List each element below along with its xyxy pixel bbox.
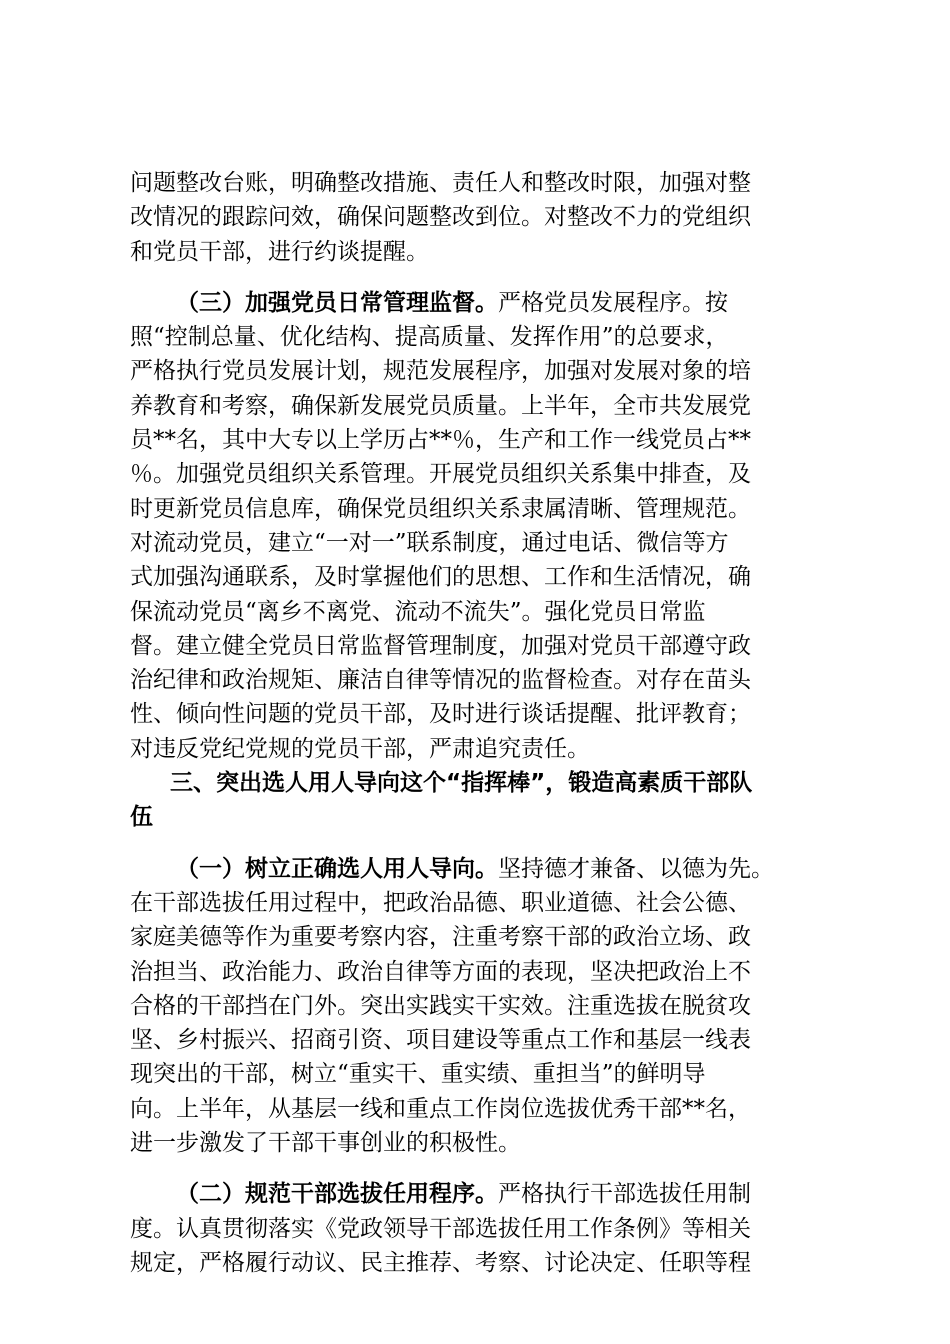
document-page: [130, 166, 830, 1280]
paragraph-text: 问题整改台账，明确整改措施、责任人和整改时限，加强对整 改情况的跟踪问效，确保问题整改到位。对整改不力的党组织 和党员干部，进行约谈提醒。: [130, 170, 751, 265]
paragraph-lead-heading: （一）树立正确选人用人导向。: [176, 855, 498, 882]
paragraph-text: 严格执行干部选拔任用制 度。认真贯彻落实《党政领导干部选拔任用工作条例》等相关 规定，严格履行动议、民主推荐、考察、讨论决定、任职等程: [130, 1181, 751, 1276]
section-heading-3: 三、突出选人用人导向这个“指挥棒”，锻造高素质干部队 伍: [130, 770, 753, 831]
paragraph-text: 坚持德才兼备、以德为先。 在干部选拔任用过程中，把政治品德、职业道德、社会公德、 家庭美德等作为重要考察内容，注重考察干部的政治立场、政 治担当、政治能力、政治自律等方面的表现，坚决把政治上不 合格的干部挡在门外。突出实践实干实效。注重选拔在脱贫攻 坚、乡村振兴、招商引资、项目建设等重点工作和基层一线表 现突出的干部，树立“重实干、重实绩、重担当”的鲜明导 向。上半年，从基层一线和重点工作岗位选拔优秀干部**名， 进一步激发了干部干事创业的积极性。: [130, 855, 774, 1157]
paragraph-lead-heading: （二）规范干部选拔任用程序。: [176, 1181, 498, 1208]
paragraph-lead-heading: （三）加强党员日常管理监督。: [176, 289, 498, 316]
paragraph-selection-procedure: [130, 1177, 830, 1280]
paragraph-selection-orientation: [130, 852, 830, 1161]
paragraph-text: 严格党员发展程序。按 照“控制总量、优化结构、提高质量、发挥作用”的总要求， 严格执行党员发展计划，规范发展程序，加强对发展对象的培 养教育和考察，确保新发展党员质量。上半年，全市共发展党 员**名，其中大专以上学历占**％，生产和工作一线党员占** ％。加强党员组织关系管理。开展党员组织关系集中排查，及 时更新党员信息库，确保党员组织关系隶属清晰、管理规范。 对流动党员，建立“一对一”联系制度，通过电话、微信等方 式加强沟通联系，及时掌握他们的思想、工作和生活情况，确 保流动党员“离乡不离党、流动不流失”。强化党员日常监 督。建立健全党员日常监督管理制度，加强对党员干部遵守政 治纪律和政治规矩、廉洁自律等情况的监督检查。对存在苗头 性、倾向性问题的党员干部，及时进行谈话提醒、批评教育； 对违反党纪党规的党员干部，严肃追究责任。: [130, 289, 751, 762]
paragraph-party-member-supervision: [130, 286, 830, 766]
paragraph-rectification-continued: [130, 166, 830, 269]
